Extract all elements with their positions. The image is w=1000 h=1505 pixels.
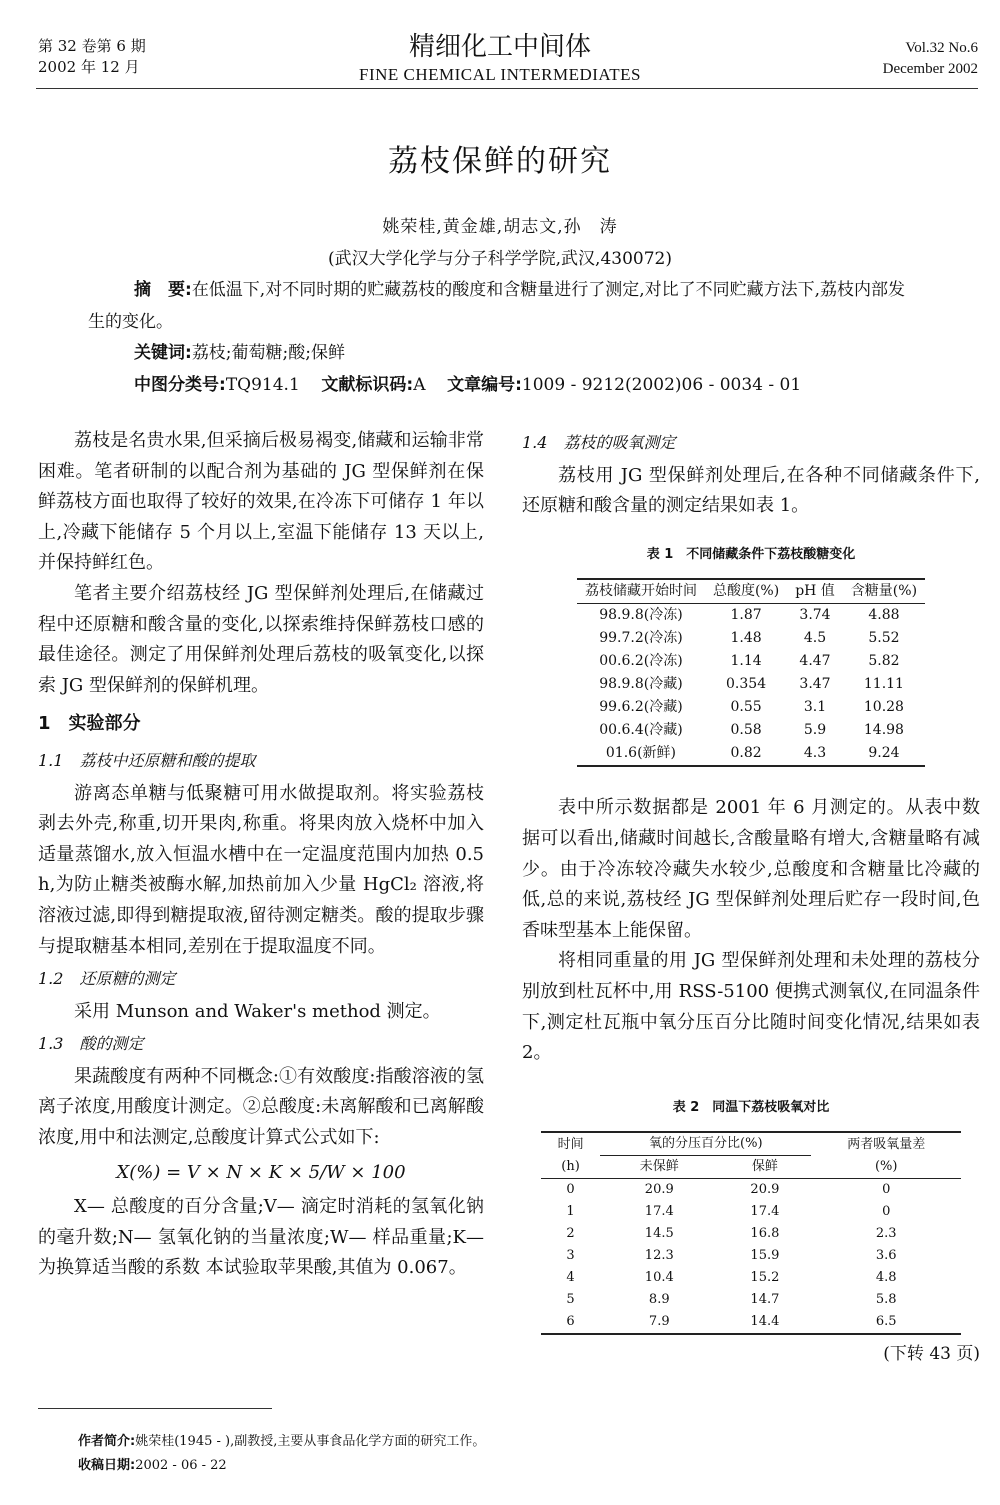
paragraph: 荔枝是名贵水果,但采摘后极易褐变,储藏和运输非常困难。笔者研制的以配合剂为基础的 JG 型保鲜剂在保鲜荔枝方面也取得了较好的效果,在冷冻下可储存 1 年以上,冷藏下能储存 5 个月以上,室温下能储存 13 天以上,并保持鲜红色。 [38, 430, 484, 574]
table1-body [577, 604, 925, 767]
table-cell: 14.7 [750, 1292, 780, 1308]
table-header: (%) [811, 1156, 961, 1179]
table-row [577, 742, 925, 766]
table-row [541, 1201, 961, 1223]
table-cell: 99.6.2(冷藏) [599, 699, 683, 716]
table-cell: 0.55 [730, 699, 762, 716]
table-header: 含糖量(%) [843, 579, 925, 604]
table-header: 总酸度(%) [705, 579, 787, 604]
table-cell: 4.8 [875, 1270, 897, 1286]
header-journal [0, 26, 1000, 85]
authors: 姚荣桂,黄金雄,胡志文,孙 涛 [382, 217, 618, 237]
table-cell: 14.4 [718, 1311, 811, 1334]
table-cell: 17.4 [644, 1204, 674, 1220]
table-cell: 8.9 [648, 1292, 670, 1308]
table-cell: 0.58 [730, 722, 762, 739]
keywords [134, 338, 345, 363]
table-row [541, 1179, 961, 1202]
table-cell: 1.87 [730, 607, 762, 624]
clc-value: TQ914.1 [225, 375, 300, 395]
table-cell: 4.47 [799, 653, 831, 670]
table-row [577, 627, 925, 650]
table-cell: 15.2 [750, 1270, 780, 1286]
table-header: (h) [541, 1156, 600, 1179]
journal-name-en: FINE CHEMICAL INTERMEDIATES [358, 65, 642, 84]
paragraph: 表中所示数据都是 2001 年 6 月测定的。从表中数据可以看出,储藏时间越长,含酸量略有增大,含糖量略有减少。由于冷冻较冷藏失水较少,总酸度和含糖量比冷藏的低,总的来说,荔枝经 JG 型保鲜剂处理后贮存一段时间,色香味型基本上能保留。 [522, 797, 980, 941]
table-cell: 5 [566, 1292, 575, 1308]
table-row [577, 650, 925, 673]
paragraph: 果蔬酸度有两种不同概念:①有效酸度:指酸溶液的氢离子浓度,用酸度计测定。②总酸度:未离解酸和已离解酸浓度,用中和法测定,总酸度计算式公式如下: [38, 1065, 484, 1149]
table-cell: 0 [882, 1204, 891, 1220]
table-cell: 6.5 [811, 1311, 961, 1334]
table-cell: 1.48 [730, 630, 762, 647]
table2-caption: 表 2 同温下荔枝吸氧对比 [672, 1099, 830, 1115]
article-number-label: 文章编号: [447, 375, 522, 395]
table-row [541, 1245, 961, 1267]
volume-en: Vol.32 No.6 [905, 40, 978, 56]
date-cn: 2002 年 12 月 [38, 58, 140, 76]
table-cell: 98.9.8(冷冻) [599, 607, 683, 624]
table-header: 保鲜 [718, 1156, 811, 1179]
table-cell: 3.47 [799, 676, 831, 693]
table-cell: 0.354 [726, 676, 767, 693]
table2-body [541, 1179, 961, 1335]
table-cell: 3 [566, 1248, 575, 1264]
table-cell: 5.9 [803, 722, 827, 739]
table-cell: 01.6(新鲜) [577, 742, 705, 766]
volume-cn: 第 32 卷第 6 期 [38, 37, 146, 55]
article-number-value: 1009 - 9212(2002)06 - 0034 - 01 [521, 375, 802, 395]
subsection-heading: 1.4 荔枝的吸氧测定 [522, 433, 676, 452]
table-cell: 0 [882, 1182, 891, 1198]
table-cell: 16.8 [750, 1226, 780, 1242]
table-cell: 3.6 [875, 1248, 897, 1264]
author-bio-text: 姚荣桂(1945 - ),副教授,主要从事食品化学方面的研究工作。 [135, 1434, 486, 1449]
footnote-rule [38, 1408, 272, 1409]
table-cell: 7.9 [600, 1311, 718, 1334]
table-cell: 20.9 [750, 1182, 780, 1198]
journal-name-cn: 精细化工中间体 [408, 32, 591, 62]
abstract-text: 在低温下,对不同时期的贮藏荔枝的酸度和含糖量进行了测定,对比了不同贮藏方法下,荔枝内部发生的变化。 [88, 280, 906, 332]
table-cell: 0.82 [705, 742, 787, 766]
table-cell: 10.4 [644, 1270, 674, 1286]
table1 [577, 578, 925, 767]
table-cell: 11.11 [863, 676, 904, 693]
subsection-heading: 1.2 还原糖的测定 [38, 969, 176, 989]
table-cell: 2 [566, 1226, 575, 1242]
table2 [541, 1131, 961, 1335]
abstract-label: 摘 要: [134, 280, 192, 300]
table-cell: 14.5 [644, 1226, 674, 1242]
table-header: 两者吸氧量差 [811, 1132, 961, 1156]
article-title: 荔枝保鲜的研究 [388, 144, 612, 179]
affiliation: (武汉大学化学与分子科学学院,武汉,430072) [328, 249, 672, 269]
keywords-text: 荔枝;葡萄糖;酸;保鲜 [191, 343, 345, 363]
paragraph: 荔枝用 JG 型保鲜剂处理后,在各种不同储藏条件下,还原糖和酸含量的测定结果如表 1。 [522, 464, 980, 517]
doc-code-label: 文献标识码: [321, 375, 414, 395]
table-header: 氧的分压百分比(%) [600, 1132, 811, 1156]
table-header: 荔枝储藏开始时间 [577, 579, 705, 604]
table-header: 时间 [541, 1132, 600, 1156]
left-column [38, 426, 484, 1284]
table1-caption: 表 1 不同储藏条件下荔枝酸糖变化 [646, 546, 856, 562]
abstract [88, 274, 920, 338]
footnote [78, 1430, 485, 1478]
formula: X(%) = V × N × K × 5/W × 100 [116, 1161, 406, 1183]
table-cell: 3.1 [803, 699, 827, 716]
table-cell: 00.6.4(冷藏) [599, 722, 683, 739]
date-en: December 2002 [882, 61, 978, 77]
table-cell: 4 [566, 1270, 575, 1286]
table-row [577, 604, 925, 628]
header-rule [36, 88, 978, 89]
received-date-text: 2002 - 06 - 22 [135, 1458, 227, 1473]
paragraph: X— 总酸度的百分含量;V— 滴定时消耗的氢氧化钠的毫升数;N— 氢氧化钠的当量浓度;W— 样品重量;K— 为换算适当酸的系数 本试验取苹果酸,其值为 0.067。 [38, 1196, 484, 1279]
table-cell: 10.28 [863, 699, 904, 716]
subsection-heading: 1.3 酸的测定 [38, 1034, 144, 1054]
table-cell: 14.98 [863, 722, 904, 739]
subsection-heading: 1.1 荔枝中还原糖和酸的提取 [38, 750, 256, 770]
paragraph: 采用 Munson and Waker's method 测定。 [74, 1000, 441, 1022]
table-cell: 20.9 [644, 1182, 674, 1198]
table-row [577, 673, 925, 696]
table-row [541, 1267, 961, 1289]
table-cell: 5.52 [868, 630, 900, 647]
table-cell: 4.5 [803, 630, 827, 647]
continued-note: (下转 43 页) [883, 1344, 980, 1365]
table-cell: 3.74 [799, 607, 831, 624]
table-cell: 6 [541, 1311, 600, 1334]
paragraph: 将相同重量的用 JG 型保鲜剂处理和未处理的荔枝分别放到杜瓦杯中,用 RSS-5100 便携式测氧仪,在同温条件下,测定杜瓦瓶中氧分压百分比随时间变化情况,结果如表 2。 [522, 950, 980, 1064]
table-row [577, 719, 925, 742]
table-cell: 2.3 [875, 1226, 897, 1242]
table-cell: 0 [566, 1182, 575, 1198]
table-cell: 1.14 [730, 653, 762, 670]
table-cell: 9.24 [843, 742, 925, 766]
doc-code-value: A [413, 375, 426, 395]
table-cell: 00.6.2(冷冻) [599, 653, 683, 670]
table-cell: 1 [566, 1204, 575, 1220]
table-cell: 15.9 [750, 1248, 780, 1264]
table-header: 未保鲜 [600, 1156, 718, 1179]
paragraph: 笔者主要介绍荔枝经 JG 型保鲜剂处理后,在储藏过程中还原糖和酸含量的变化,以探索维持保鲜荔枝口感的最佳途径。测定了用保鲜剂处理后荔枝的吸氧变化,以探索 JG 型保鲜剂的保鲜机理。 [38, 582, 484, 696]
table-row [541, 1223, 961, 1245]
table-cell: 4.88 [868, 607, 900, 624]
author-bio-label: 作者简介: [78, 1434, 136, 1449]
table-cell: 5.8 [875, 1292, 897, 1308]
table-header: pH 值 [787, 579, 843, 604]
table-cell: 12.3 [644, 1248, 674, 1264]
table-row [541, 1311, 961, 1334]
table-cell: 99.7.2(冷冻) [599, 630, 683, 647]
paragraph: 游离态单糖与低聚糖可用水做提取剂。将实验荔枝剥去外壳,称重,切开果肉,称重。将果肉放入烧杯中加入适量蒸馏水,放入恒温水槽中在一定温度范围内加热 0.5 h,为防止糖类被酶水解,加热前加入少量 HgCl₂ 溶液,将溶液过滤,即得到糖提取液,留待测定糖类。酸的提取步骤与提取糖基本相同,差别在于提取温度不同。 [38, 782, 484, 957]
table-row [577, 696, 925, 719]
table-cell: 5.82 [868, 653, 900, 670]
table-row [541, 1289, 961, 1311]
table-cell: 98.9.8(冷藏) [599, 676, 683, 693]
table-cell: 4.3 [787, 742, 843, 766]
received-date-label: 收稿日期: [78, 1458, 136, 1473]
header-volume-en [883, 38, 978, 80]
section-heading: 1 实验部分 [38, 713, 141, 735]
clc-label: 中图分类号: [134, 375, 226, 395]
right-column [522, 426, 980, 1370]
keywords-label: 关键词: [134, 343, 192, 363]
classification [134, 370, 801, 395]
table-cell: 17.4 [750, 1204, 780, 1220]
